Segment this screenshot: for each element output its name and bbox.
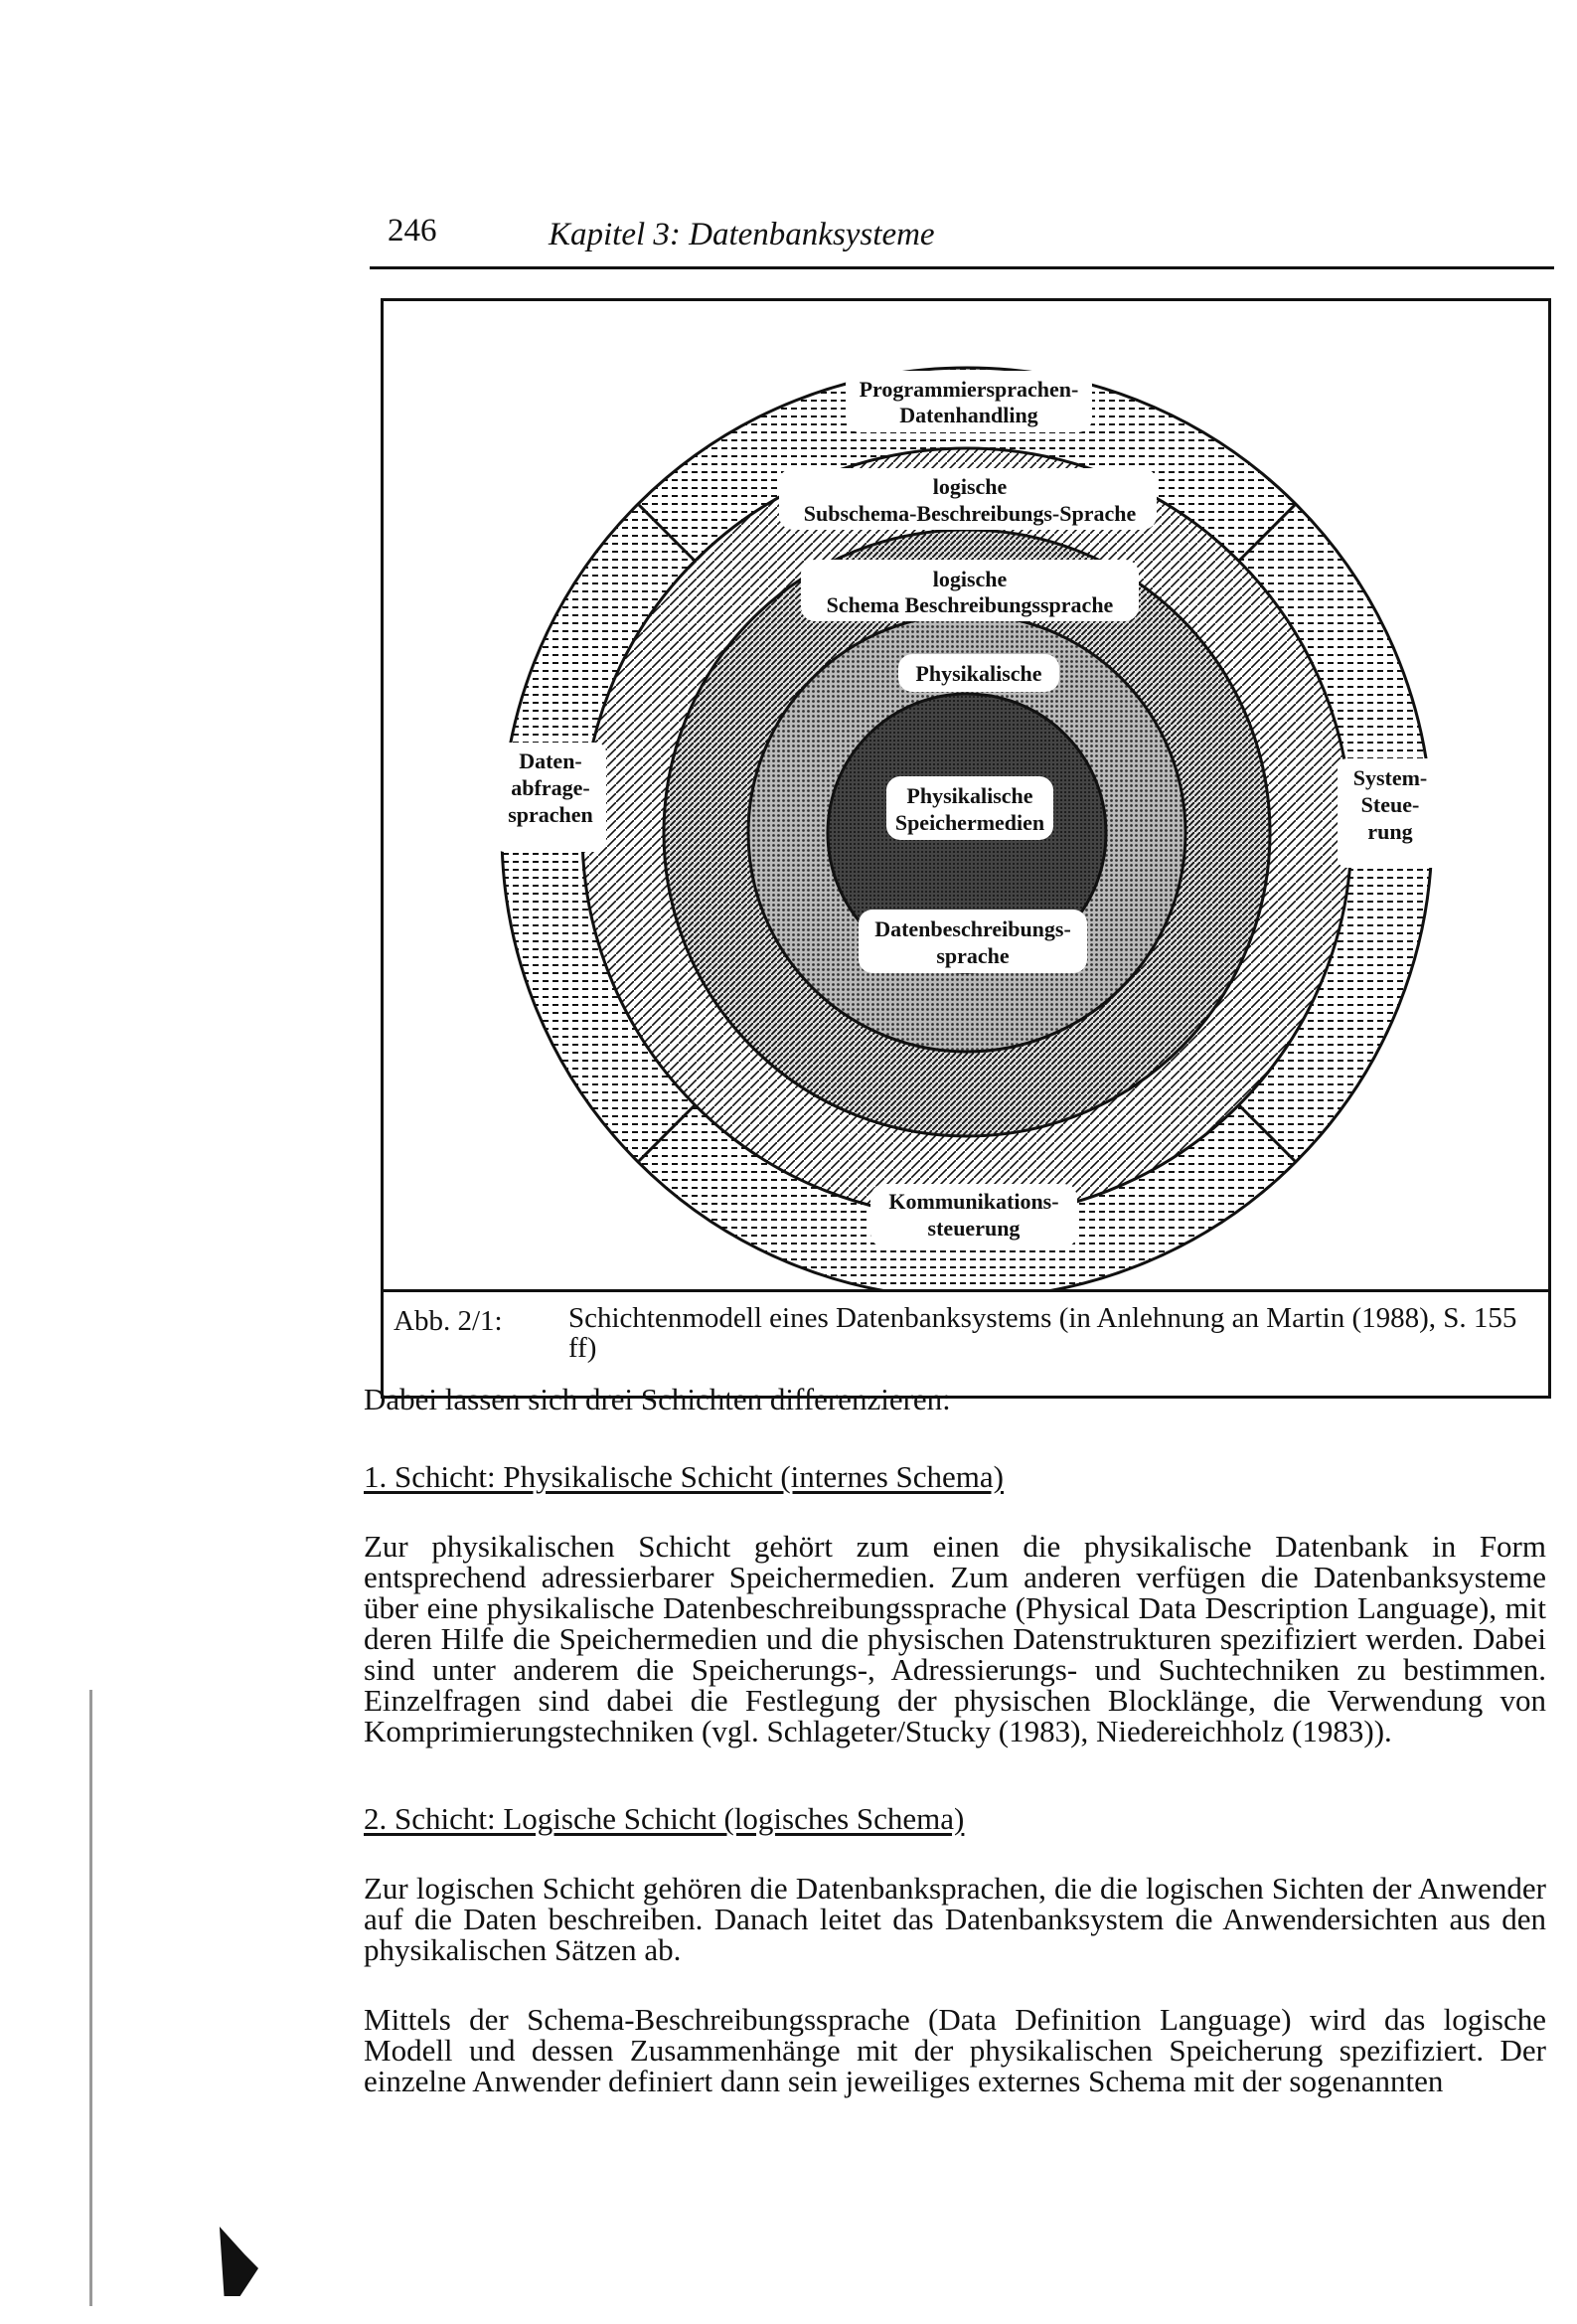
figure-frame xyxy=(381,298,1551,1292)
label-ddl xyxy=(859,910,1087,973)
label-subschema-line2: Subschema-Beschreibungs-Sprache xyxy=(803,501,1137,526)
label-schema xyxy=(801,560,1139,621)
caption-text: Schichtenmodell eines Datenbanksystems (in Anlehnung an Martin (1988), S. 155 ff) xyxy=(568,1302,1517,1364)
label-subschema xyxy=(779,468,1157,530)
paragraph-1: Zur physikalischen Schicht gehört zum einen die physikalische Datenbank in Form entsprechend adressierbarer Speichermedien. Zum anderen verfügen die Datenbanksysteme über eine physikalische Datenbeschreibungssprache (Physical Data Description Language), mit deren Hilfe die Speichermedien und die physischen Datenstrukturen spezifiziert werden. Dabei sind unter anderem die Speicherungs-, Adressierungs- und Suchtechniken zu bestimmen. Einzelfragen sind dabei die Festlegung der physischen Blocklänge, die Verwendung von Komprimierungstechniken (vgl. Schlageter/Stucky (1983), Niedereichholz (1983)). xyxy=(364,1529,1546,1748)
chapter-title: Kapitel 3: Datenbanksysteme xyxy=(549,217,935,252)
label-subschema-line1: logische xyxy=(932,474,1008,499)
label-komm-line2: steuerung xyxy=(927,1216,1021,1241)
caption-label: Abb. 2/1: xyxy=(394,1305,503,1337)
label-phys xyxy=(898,654,1059,692)
label-abfrage xyxy=(495,743,606,852)
label-phys-line1: Physikalische xyxy=(915,661,1042,686)
label-system xyxy=(1338,758,1443,868)
page-number: 246 xyxy=(388,213,437,249)
label-system-line2: Steue- xyxy=(1360,792,1420,817)
label-ddl-line2: sprache xyxy=(936,943,1010,968)
label-abfrage-line3: sprachen xyxy=(508,802,593,827)
label-abfrage-line1: Daten- xyxy=(519,748,582,773)
scan-corner-mark xyxy=(213,2227,258,2296)
label-core-line1: Physikalische xyxy=(906,783,1033,808)
paragraph-2: Zur logischen Schicht gehören die Datenbanksprachen, die die logischen Sichten der Anwender auf die Daten beschreiben. Danach leitet das Datenbanksystem die Anwendersichten aus den physikalischen Sätzen ab. xyxy=(364,1871,1546,1967)
label-komm-line1: Kommunikations- xyxy=(888,1189,1059,1214)
label-prog-line2: Datenhandling xyxy=(899,403,1038,427)
label-schema-line2: Schema Beschreibungssprache xyxy=(826,592,1114,617)
label-prog-line1: Programmiersprachen- xyxy=(859,377,1079,402)
label-core-line2: Speichermedien xyxy=(894,810,1045,835)
page-header xyxy=(370,205,1554,269)
layer-diagram xyxy=(384,301,1548,1289)
binding-margin xyxy=(89,1690,92,2306)
label-schema-line1: logische xyxy=(932,567,1008,591)
label-system-line3: rung xyxy=(1367,819,1413,844)
label-core xyxy=(886,776,1053,840)
label-ddl-line1: Datenbeschreibungs- xyxy=(874,916,1071,941)
section-heading-1: 1. Schicht: Physikalische Schicht (internes Schema) xyxy=(364,1459,1004,1494)
intro-text: Dabei lassen sich drei Schichten differenzieren: xyxy=(364,1382,951,1416)
label-system-line1: System- xyxy=(1352,765,1428,790)
paragraph-3: Mittels der Schema-Beschreibungssprache (Data Definition Language) wird das logische Modell und dessen Zusammenhänge mit der physikalischen Speicherung spezifiziert. Der einzelne Anwender definiert dann sein jeweiliges externes Schema mit der sogenannten xyxy=(364,2002,1546,2098)
section-heading-2: 2. Schicht: Logische Schicht (logisches Schema) xyxy=(364,1801,965,1836)
label-prog xyxy=(846,371,1092,432)
label-abfrage-line2: abfrage- xyxy=(511,775,590,800)
label-komm xyxy=(870,1184,1077,1247)
